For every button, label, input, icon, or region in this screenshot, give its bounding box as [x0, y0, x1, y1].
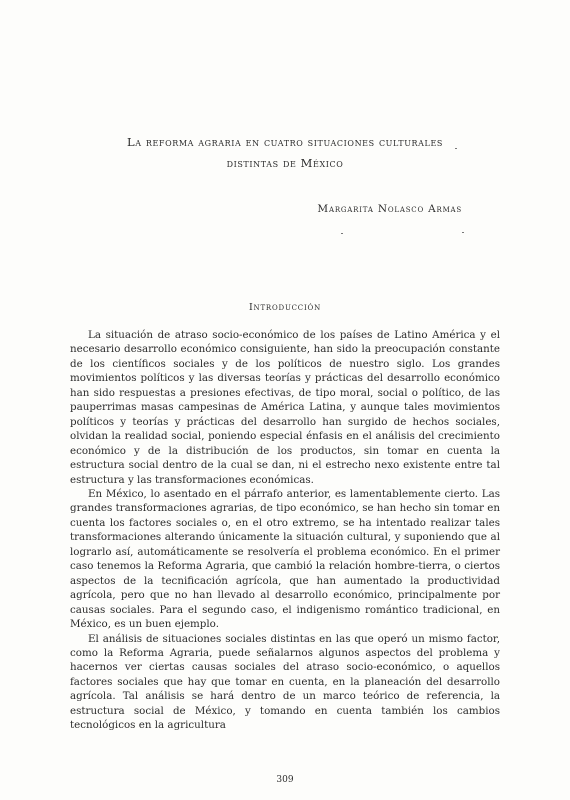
article-title-line-2: distintas de México	[226, 156, 344, 170]
scan-speck	[341, 233, 343, 234]
body-text	[70, 328, 500, 733]
article-title	[70, 132, 500, 174]
section-heading: Introducción	[248, 302, 321, 313]
author-name: Margarita Nolasco Armas	[317, 203, 462, 215]
paragraph: La situación de atraso socio-económico de los países de Latino América y el necesario desarrollo económico consiguiente, han sido la preocupación constante de los científicos sociales y de los políticos de nuestro siglo. Los grandes movimientos políticos y las diversas teorías y prácticas del desarrollo económico han sido respuestas a presiones efectivas, de tipo moral, social o político, de las pauperrimas masas campesinas de América Latina, y aunque tales movimientos políticos y teorías y prácticas del desarrollo han surgido de hechos sociales, olvidan la realidad social, poniendo especial énfasis en el análisis del crecimiento económico y de la distribución de los productos, sin tomar en cuenta la estructura social dentro de la cual se dan, ni el estrecho nexo existente entre tal estructura y las transformaciones económicas.	[70, 329, 500, 486]
page-number: 309	[276, 775, 294, 785]
article-title-line-1: La reforma agraria en cuatro situaciones culturales	[126, 135, 443, 149]
paragraph: El análisis de situaciones sociales distintas en las que operó un mismo factor, como la Reforma Agraria, puede señalarnos algunos aspectos del problema y hacernos ver ciertas causas sociales del atraso socio-económico, o aquellos factores sociales que hay que tomar en cuenta, en la planeación del desarrollo agrícola. Tal análisis se hará dentro de un marco teórico de referencia, la estructura social de México, y tomando en cuenta también los cambios tecnológicos en la agricultura	[70, 632, 500, 732]
scan-speck	[462, 232, 464, 233]
paragraph: En México, lo asentado en el párrafo anterior, es lamentablemente cierto. Las grandes transformaciones agrarias, de tipo económico, se han hecho sin tomar en cuenta los factores sociales o, en el otro extremo, se ha intentado realizar tales transformaciones alterando únicamente la situación cultural, y suponiendo que al lograrlo así, automáticamente se resolvería el problema económico. En el primer caso tenemos la Reforma Agraria, que cambió la relación hombre-tierra, o ciertos aspectos de la tecnificación agrícola, que han aumentado la productividad agrícola, pero que no han llevado al desarrollo económico, principalmente por causas sociales. Para el segundo caso, el indigenismo romántico tradicional, en México, es un buen ejemplo.	[70, 487, 500, 631]
scan-speck	[455, 148, 457, 149]
